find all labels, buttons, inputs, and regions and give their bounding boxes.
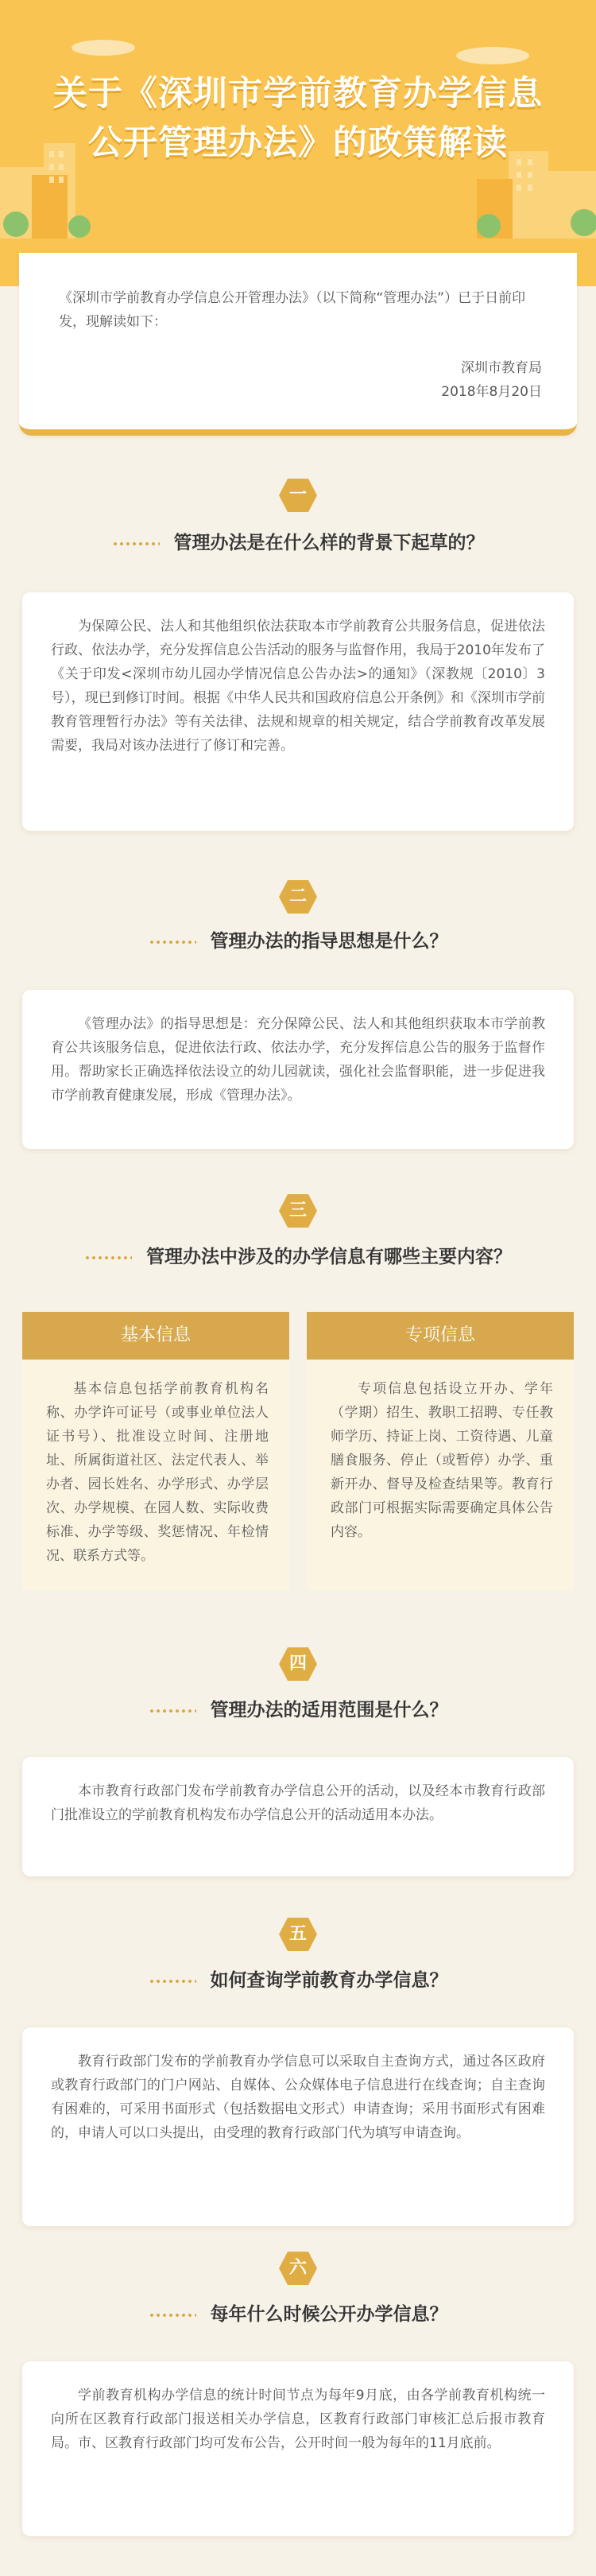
- section-number-badge: 一: [278, 477, 318, 514]
- dots-decoration-icon: [149, 1708, 196, 1714]
- section-number-badge: 四: [278, 1646, 318, 1682]
- dots-decoration-icon: [84, 1255, 132, 1261]
- dots-decoration-icon: [112, 541, 160, 547]
- issue-date: 2018年8月20日: [441, 384, 542, 400]
- issuer-name: 深圳市教育局: [461, 360, 542, 376]
- dots-decoration-icon: [149, 2312, 196, 2318]
- basic-info-text: 基本信息包括学前教育机构名称、办学许可证号（或事业单位法人证书号）、批准设立时间、注册地址、所属街道社区、法定代表人、举办者、园长姓名、办学形式、办学层次、办学规模、在园人数、实际收费标准、办学等级、奖惩情况、年检情况、联系方式等。: [46, 1381, 269, 1564]
- section-answer-card: [22, 592, 574, 831]
- section-question: 管理办法是在什么样的背景下起草的？: [0, 530, 596, 556]
- special-info-text: 专项信息包括设立开办、学年（学期）招生、教职工招聘、专任教师学历、持证上岗、工资待遇、儿童膳食服务、停止（或暂停）办学、重新开办、督导及检查结果等。教育行政部门可根据实际需要确定具体公告内容。: [331, 1381, 553, 1540]
- section-question: 管理办法的指导思想是什么？: [0, 929, 596, 954]
- section-question: 如何查询学前教育办学信息？: [0, 1968, 596, 1993]
- section-answer-card: [22, 2027, 574, 2226]
- section-answer-text: 教育行政部门发布的学前教育办学信息可以采取自主查询方式，通过各区政府或教育行政部门的门户网站、自媒体、公众媒体电子信息进行在线查询；自主查询有困难的，可采用书面形式（包括数据电文形式）申请查询；采用书面形式有困难的，申请人可以口头提出，由受理的教育行政部门代为填写申请查询。: [51, 2054, 545, 2141]
- section-question: 每年什么时候公开办学信息？: [0, 2302, 596, 2327]
- dots-decoration-icon: [149, 939, 196, 945]
- page-title-line-1: 关于《深圳市学前教育办学信息: [53, 74, 543, 114]
- section-question: 管理办法的适用范围是什么？: [0, 1697, 596, 1723]
- section-answer-card: [22, 990, 574, 1149]
- section-answer-card: [22, 2361, 574, 2536]
- section-question: 管理办法中涉及的办学信息有哪些主要内容？: [0, 1244, 596, 1270]
- special-info-body: [307, 1360, 574, 1590]
- dots-decoration-icon: [149, 1978, 196, 1984]
- section-answer-text: 本市教育行政部门发布学前教育办学信息公开的活动，以及经本市教育行政部门批准设立的学前教育机构发布办学信息公开的活动适用本办法。: [51, 1783, 545, 1823]
- section-number-badge: 六: [278, 2250, 318, 2287]
- section-number-badge: 三: [278, 1193, 318, 1229]
- section-answer-text: 《管理办法》的指导思想是：充分保障公民、法人和其他组织获取本市学前教育公共该服务信息，促进依法行政、依法办学，充分发挥信息公告的服务于监督作用。帮助家长正确选择依法设立的幼儿园就读，强化社会监督职能，进一步促进我市学前教育健康发展，形成《管理办法》。: [51, 1016, 545, 1104]
- city-skyline-illustration: [0, 0, 596, 239]
- section-number-badge: 二: [278, 879, 318, 915]
- intro-card: [19, 253, 577, 436]
- section-number-badge: 五: [278, 1916, 318, 1953]
- intro-text: 《深圳市学前教育办学信息公开管理办法》（以下简称“管理办法”）已于日前印发，现解读如下：: [59, 290, 526, 330]
- section-answer-text: 为保障公民、法人和其他组织依法获取本市学前教育公共服务信息，促进依法行政、依法办学，充分发挥信息公告活动的服务与监督作用，我局于2010年发布了《关于印发<深圳市幼儿园办学情况信息公告办法>的通知》（深教规〔2010〕3号），现已到修订时间。根据《中华人民共和国政府信息公开条例》和《深圳市学前教育管理暂行办法》等有关法律、法规和规章的相关规定，结合学前教育改革发展需要，我局对该办法进行了修订和完善。: [51, 619, 545, 754]
- page-title-line-2: 公开管理办法》的政策解读: [88, 123, 508, 163]
- header-banner: [0, 0, 596, 239]
- section-answer-text: 学前教育机构办学信息的统计时间节点为每年9月底，由各学前教育机构统一向所在区教育行政部门报送相关办学信息，区教育行政部门审核汇总后报市教育局。市、区教育行政部门均可发布公告，公开时间一般为每年的11月底前。: [51, 2388, 545, 2451]
- special-info-header: 专项信息: [307, 1312, 574, 1360]
- basic-info-body: [22, 1360, 289, 1590]
- section-answer-card: [22, 1757, 574, 1876]
- basic-info-header: 基本信息: [22, 1312, 289, 1360]
